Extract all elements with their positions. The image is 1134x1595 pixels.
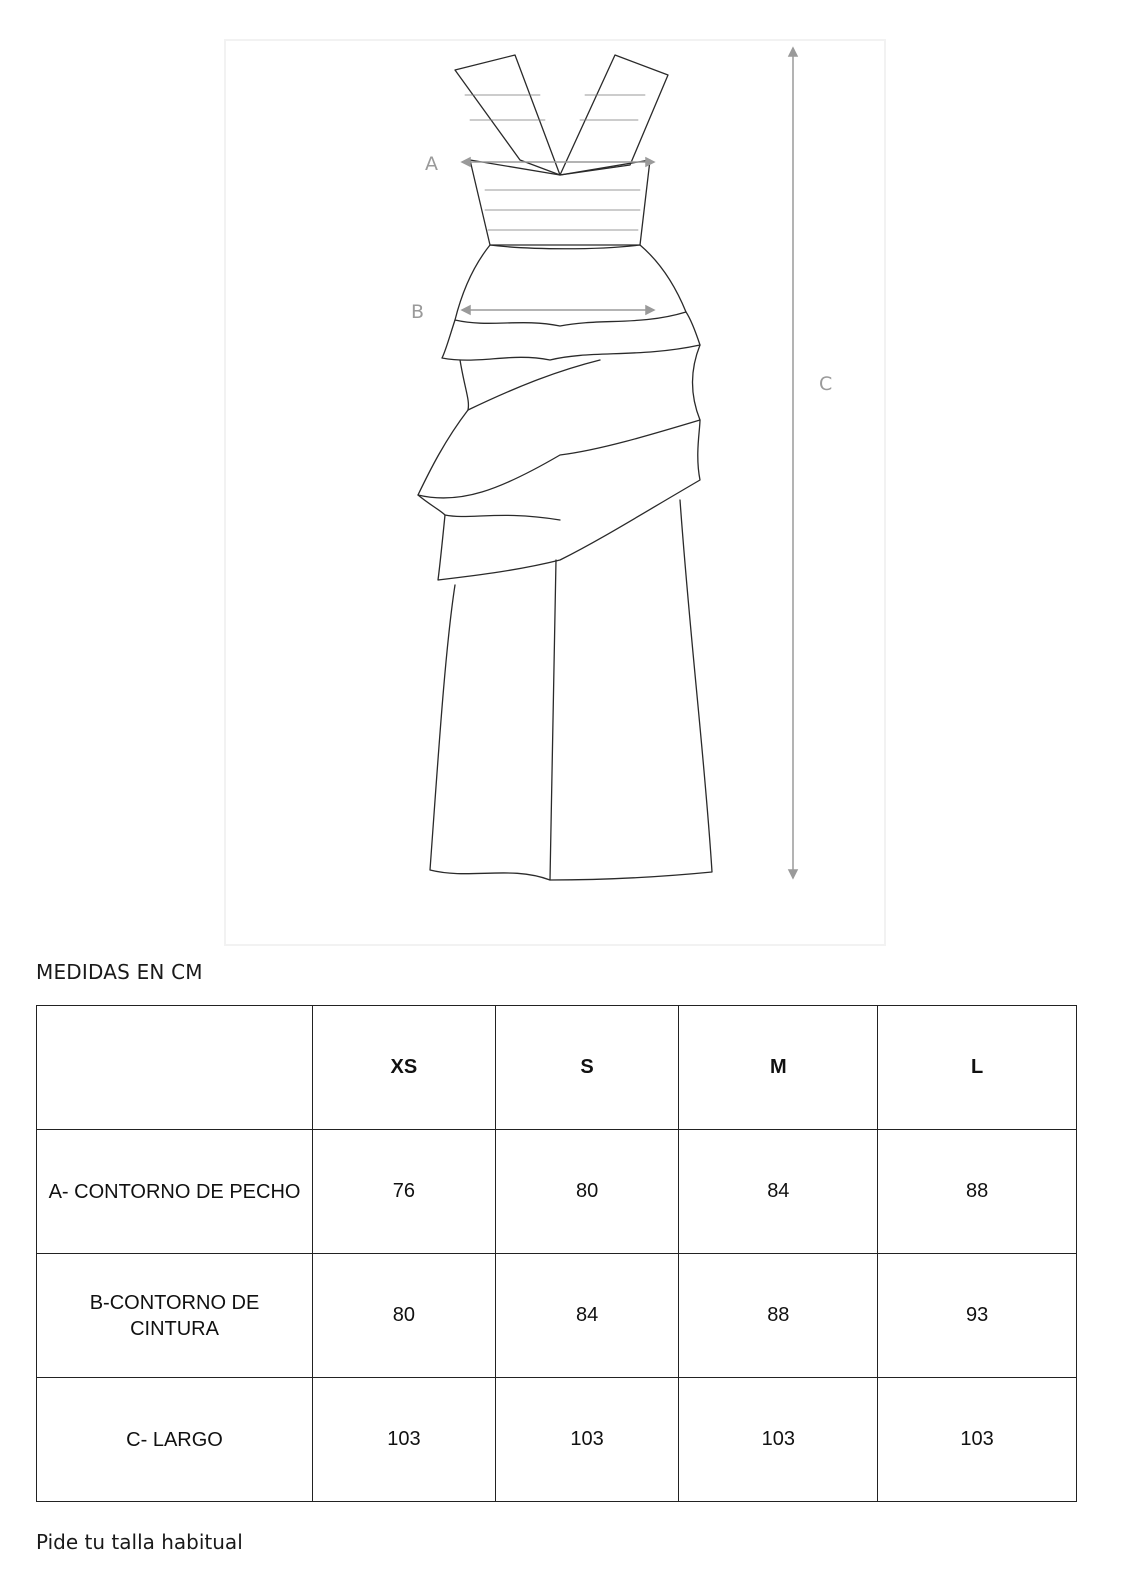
table-header-row <box>37 1006 1077 1130</box>
table-cell: 80 <box>495 1130 679 1254</box>
table-cell: 88 <box>878 1130 1077 1254</box>
dress-outline <box>418 55 712 880</box>
sketch-frame <box>225 40 885 945</box>
table-row <box>37 1378 1077 1502</box>
header-corner-cell <box>37 1006 313 1130</box>
row-label-chest: A- CONTORNO DE PECHO <box>37 1130 313 1254</box>
table-row <box>37 1130 1077 1254</box>
dimension-b-label: B <box>411 301 425 323</box>
skirt-panel-seam <box>550 560 556 880</box>
table-cell: 93 <box>878 1254 1077 1378</box>
tier-3 <box>418 345 700 498</box>
right-strap <box>560 55 668 175</box>
dimension-c-label: C <box>819 373 833 395</box>
table-cell: 84 <box>495 1254 679 1378</box>
gather-line-1 <box>460 360 600 410</box>
dimension-a-label: A <box>425 153 438 175</box>
table-cell: 103 <box>495 1378 679 1502</box>
table-cell: 76 <box>313 1130 496 1254</box>
table-cell: 84 <box>679 1130 878 1254</box>
header-size-m: M <box>679 1006 878 1130</box>
row-label-length: C- LARGO <box>37 1378 313 1502</box>
peplum <box>455 245 686 326</box>
dimension-a <box>462 158 654 166</box>
table-cell: 103 <box>679 1378 878 1502</box>
header-size-l: L <box>878 1006 1077 1130</box>
header-size-s: S <box>495 1006 679 1130</box>
header-size-xs: XS <box>313 1006 496 1130</box>
tier-4-top <box>418 495 560 520</box>
table-cell: 103 <box>313 1378 496 1502</box>
tier-2 <box>442 312 700 360</box>
bodice-shirring <box>485 190 640 230</box>
fit-note: Pide tu talla habitual <box>36 1530 243 1554</box>
size-table <box>36 1005 1077 1502</box>
strap-shirring <box>465 95 645 120</box>
row-label-waist: B-CONTORNO DE CINTURA <box>37 1254 313 1378</box>
table-cell: 88 <box>679 1254 878 1378</box>
table-cell: 80 <box>313 1254 496 1378</box>
skirt <box>430 500 712 880</box>
bodice <box>470 160 650 245</box>
dimension-b <box>462 306 654 314</box>
table-row <box>37 1254 1077 1378</box>
units-title: MEDIDAS EN CM <box>36 960 203 984</box>
tier-4 <box>438 420 700 580</box>
table-cell: 103 <box>878 1378 1077 1502</box>
dimension-c <box>789 48 797 878</box>
